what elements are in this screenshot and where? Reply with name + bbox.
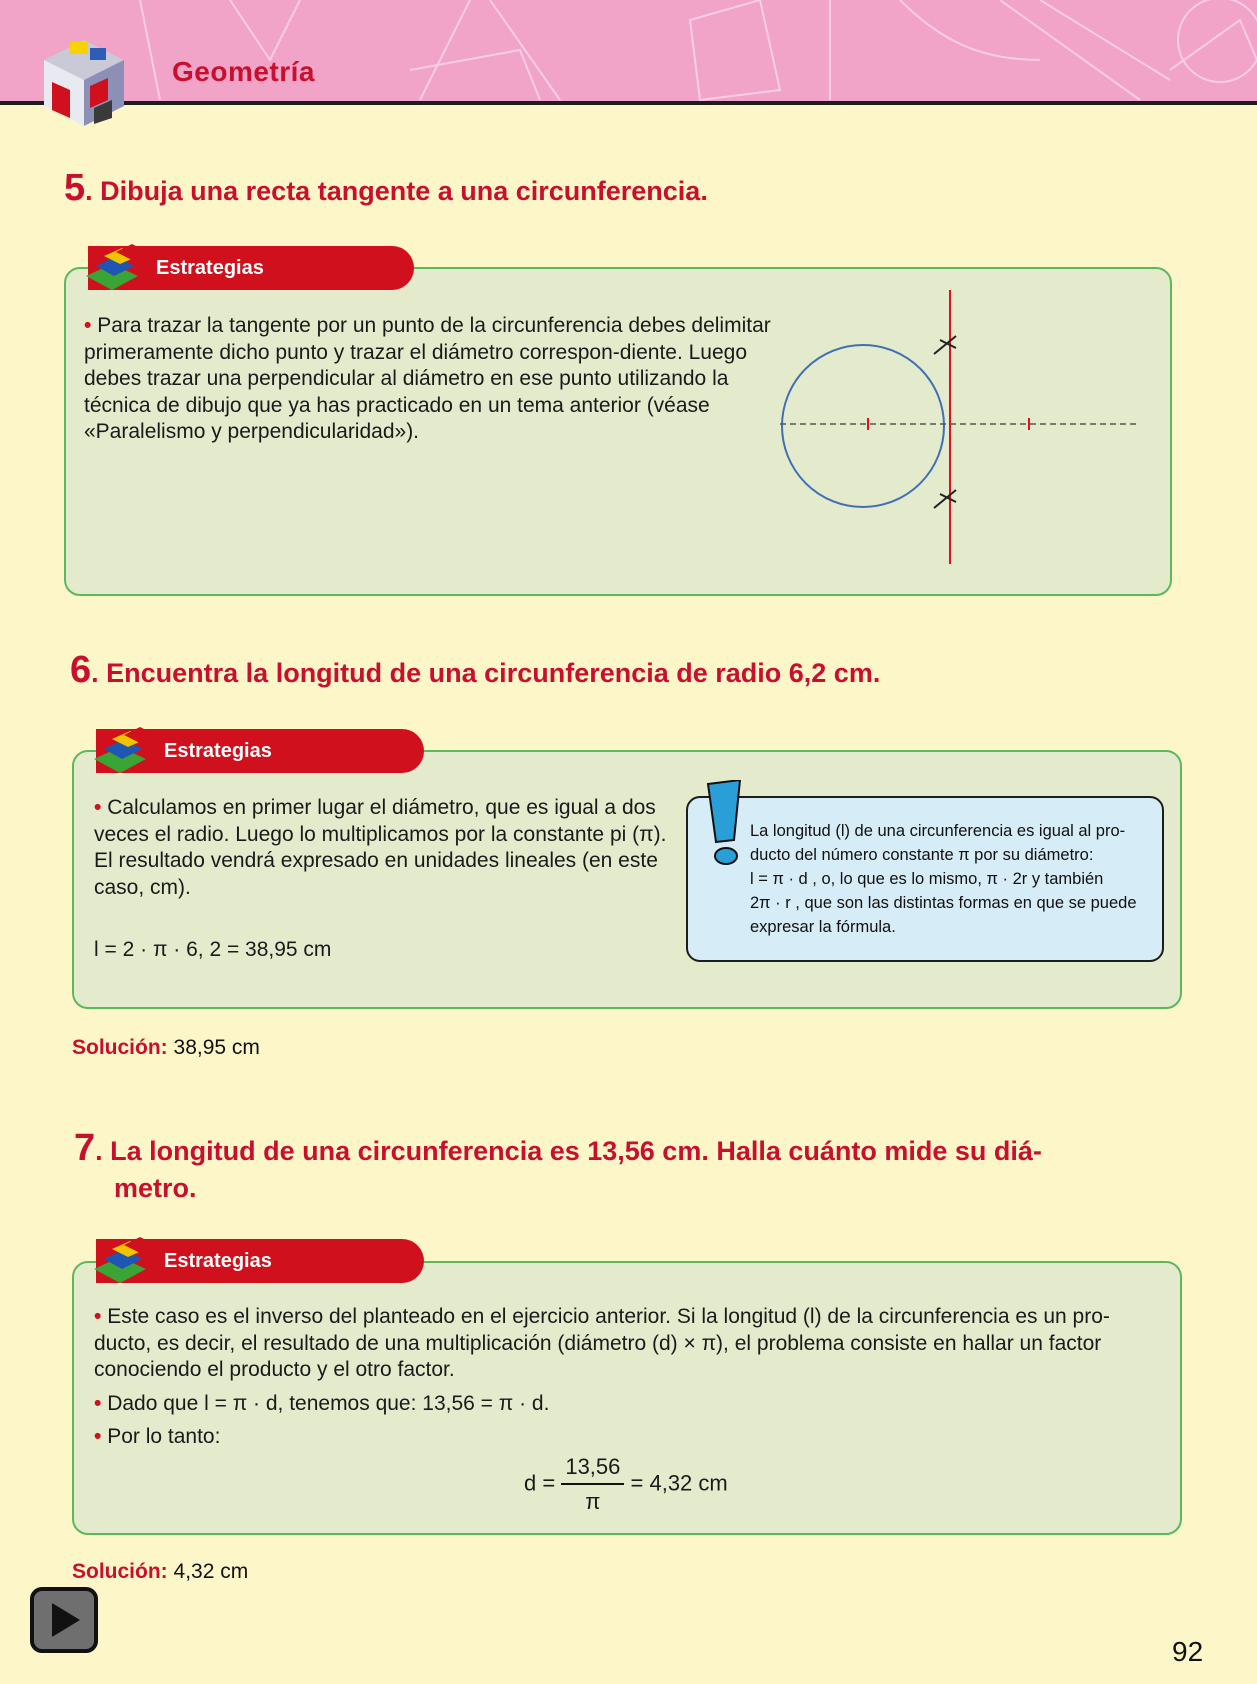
exercise-heading: . Encuentra la longitud de una circunferencia de radio 6,2 cm. xyxy=(91,658,881,688)
solution-value: 4,32 cm xyxy=(173,1560,249,1583)
exercise-7-title xyxy=(74,1127,1042,1207)
exercise-heading-cont: metro. xyxy=(114,1173,197,1203)
puzzle-icon xyxy=(90,723,162,781)
page-header xyxy=(0,0,1257,104)
solution-6 xyxy=(72,1036,260,1060)
strategy-body: Dado que l = π · d, tenemos que: 13,56 = π · d. xyxy=(107,1392,550,1415)
solution-7 xyxy=(72,1560,248,1584)
formula-rhs: = 4,32 cm xyxy=(630,1470,728,1496)
formula-7 xyxy=(524,1454,728,1515)
note-line: La longitud (l) de una circunferencia es igual al pro- xyxy=(750,822,1126,840)
strategy-tag: Estrategias xyxy=(96,1239,424,1283)
strategy-bullet-3 xyxy=(94,1424,220,1451)
solution-value: 38,95 cm xyxy=(173,1036,260,1059)
puzzle-icon xyxy=(82,240,154,298)
fraction-numerator: 13,56 xyxy=(561,1454,624,1485)
exclamation-icon xyxy=(702,780,748,870)
page-number: 92 xyxy=(1172,1636,1204,1667)
subject-title: Geometría xyxy=(172,56,315,87)
formula-lhs: d = xyxy=(524,1470,556,1496)
tangent-diagram xyxy=(780,288,1140,568)
strategy-text-6 xyxy=(94,795,674,901)
exercise-5-title xyxy=(64,167,708,210)
strategy-tag: Estrategias xyxy=(96,729,424,773)
bullet-icon: • xyxy=(94,796,108,819)
exercise-heading: . Dibuja una recta tangente a una circunferencia. xyxy=(85,176,708,206)
exercise-number: 6 xyxy=(70,649,92,691)
bullet-icon: • xyxy=(94,1305,108,1328)
puzzle-icon xyxy=(90,1233,162,1291)
exercise-6-title xyxy=(70,649,881,692)
play-icon xyxy=(34,1591,94,1649)
note-line: l = π · d , o, lo que es lo mismo, π · 2r y también xyxy=(750,870,1104,888)
cube-logo-icon xyxy=(34,30,134,134)
note-line: ducto del número constante π por su diámetro: xyxy=(750,846,1094,864)
formula-6: l = 2 · π · 6, 2 = 38,95 cm xyxy=(94,938,332,961)
solution-label: Solución: xyxy=(72,1036,168,1059)
fraction xyxy=(561,1454,624,1515)
fraction-denominator: π xyxy=(585,1488,601,1514)
strategy-body: Calculamos en primer lugar el diámetro, que es igual a dos veces el radio. Luego lo multiplicamos por la constante pi (π). El resultado vendrá expresado en unidades lineales (en este caso, cm). xyxy=(94,796,667,899)
strategy-text-5 xyxy=(84,313,784,446)
exercise-number: 5 xyxy=(64,167,86,209)
strategy-text-7 xyxy=(94,1304,1154,1384)
note-line: 2π · r , que son las distintas formas en que se puede xyxy=(750,894,1137,912)
header-decoration xyxy=(0,0,1257,104)
solution-label: Solución: xyxy=(72,1560,168,1583)
info-note-text xyxy=(750,819,1160,939)
strategy-body: Este caso es el inverso del planteado en el ejercicio anterior. Si la longitud (l) de la circunferencia es un pro-ducto, es decir, el resultado de una multiplicación (diámetro (d) × π), el problema consiste en hallar un factor conociendo el producto y el otro factor. xyxy=(94,1305,1110,1381)
strategy-body: Para trazar la tangente por un punto de la circunferencia debes delimitar primeramente dicho punto y trazar el diámetro correspon-diente. Luego debes trazar una perpendicular al diámetro en ese punto utilizando la técnica de dibujo que ya has practicado en un tema anterior (véase «Paralelismo y perpendicularidad»). xyxy=(84,314,771,443)
header-rule xyxy=(0,101,1257,105)
note-line: expresar la fórmula. xyxy=(750,918,896,936)
bullet-icon: • xyxy=(94,1392,108,1415)
strategy-bullet-2 xyxy=(94,1391,549,1418)
strategy-tag: Estrategias xyxy=(88,246,414,290)
play-button[interactable] xyxy=(30,1587,98,1653)
bullet-icon: • xyxy=(84,314,98,337)
exercise-heading: . La longitud de una circunferencia es 13,56 cm. Halla cuánto mide su diá- xyxy=(95,1136,1042,1166)
bullet-icon: • xyxy=(94,1425,108,1448)
strategy-body: Por lo tanto: xyxy=(107,1425,221,1448)
exercise-number: 7 xyxy=(74,1127,96,1169)
